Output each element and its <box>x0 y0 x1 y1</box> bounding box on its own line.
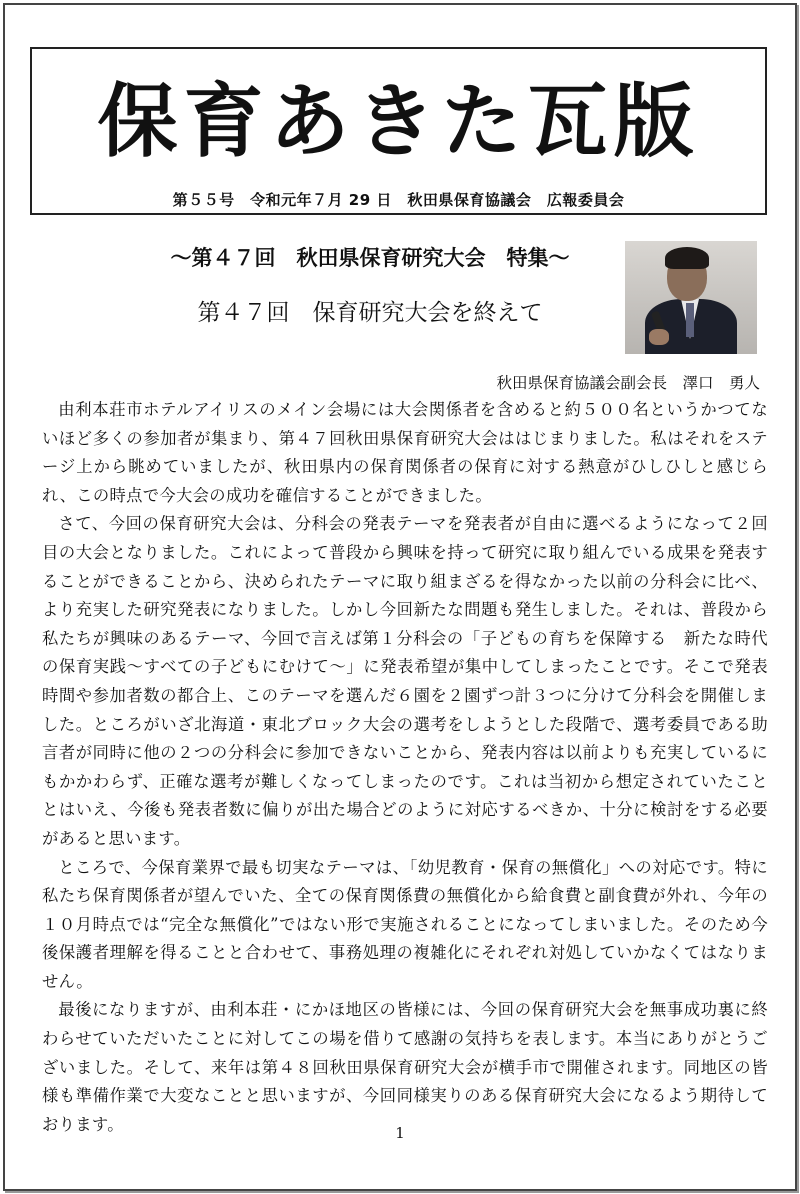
article-author: 秋田県保育協議会副会長 澤口 勇人 <box>496 374 760 392</box>
photo-hair <box>665 247 709 269</box>
photo-hand <box>649 329 669 345</box>
article-body <box>42 396 768 1139</box>
speaker-photo <box>625 241 757 354</box>
issue-info: 第５５号 令和元年７月 29 日 秋田県保育協議会 広報委員会 <box>172 191 625 209</box>
newsletter-title: 保育あきた瓦版 <box>97 74 700 168</box>
masthead <box>30 47 767 215</box>
photo-tie <box>686 303 694 337</box>
page-number: 1 <box>395 1124 405 1142</box>
body-paragraph: 由利本荘市ホテルアイリスのメイン会場には大会関係者を含めると約５００名というかつてないほど多くの参加者が集まり、第４７回秋田県保育研究大会ははじまりました。私はそれをステージ上から眺めていましたが、秋田県内の保育関係者の保育に対する熱意がひしひしと感じられ、この時点で今大会の成功を確信することができました。 <box>42 400 768 505</box>
body-paragraph: 最後になりますが、由利本荘・にかほ地区の皆様には、今回の保育研究大会を無事成功裏に終わらせていただいたことに対してこの場を借りて感謝の気持ちを表します。本当にありがとうございました。そして、来年は第４８回秋田県保育研究大会が横手市で開催されます。同地区の皆様も準備作業で大変なことと思いますが、今回同様実りのある保育研究大会になるよう期待しております。 <box>42 1000 768 1134</box>
article-title: 第４７回 保育研究大会を終えて <box>197 300 543 326</box>
body-paragraph: さて、今回の保育研究大会は、分科会の発表テーマを発表者が自由に選べるようになって２回目の大会となりました。これによって普段から興味を持って研究に取り組んでいる成果を発表することができることから、決められたテーマに取り組まざるを得なかった以前の分科会に比べ、より充実した研究発表になりました。しかし今回新たな問題も発生しました。それは、普段から私たちが興味のあるテーマ、今回で言えば第１分科会の「子どもの育ちを保障する 新たな時代の保育実践～すべての子どもにむけて～」に発表希望が集中してしまったことです。そこで発表時間や参加者数の都合上、このテーマを選んだ６園を２園ずつ計３つに分けて分科会を開催しました。ところがいざ北海道・東北ブロック大会の選考をしようとした段階で、選考委員である助言者が同時に他の２つの分科会に参加できないことから、発表内容は以前よりも充実しているにもかかわらず、正確な選考が難しくなってしまったのです。これは当初から想定されていたこととはいえ、今後も発表者数に偏りが出た場合どのように対応するべきか、十分に検討をする必要があると思います。 <box>42 514 768 848</box>
special-feature-title: ～第４７回 秋田県保育研究大会 特集～ <box>170 246 570 270</box>
body-paragraph: ところで、今保育業界で最も切実なテーマは、「幼児教育・保育の無償化」への対応です。特に私たち保育関係者が望んでいた、全ての保育関係費の無償化から給食費と副食費が外れ、今年の１０月時点では“完全な無償化”ではない形で実施されることになってしまいました。そのため今後保護者理解を得ることと合わせて、事務処理の複雑化にそれぞれ対処していかなくてはなりません。 <box>42 857 768 991</box>
